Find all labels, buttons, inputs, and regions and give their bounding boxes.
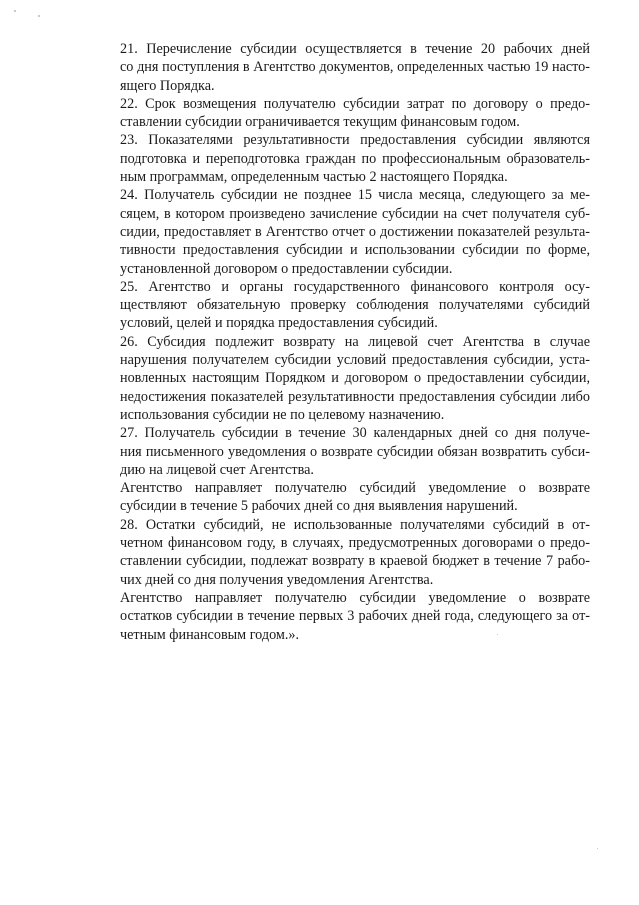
document-body (90, 40, 590, 644)
text-line: 23. Показателями результативности предоставления субсидии являются (120, 132, 590, 149)
text-line: ным программам, определенным частью 2 настоящего Порядка. (120, 169, 508, 186)
text-line: подготовка и переподготовка граждан по профессиональным образователь- (120, 150, 590, 167)
paragraph-21 (90, 40, 590, 95)
text-line: со дня поступления в Агентство документов, определенных частью 19 насто- (120, 59, 590, 76)
text-line: сяцем, в котором произведено зачисление субсидии на счет получателя суб- (120, 205, 590, 222)
text-line: недостижения показателей результативности предоставления субсидии либо (120, 388, 590, 405)
text-line: использования субсидии не по целевому назначению. (120, 406, 445, 423)
text-line: условий, целей и порядка предоставления субсидий. (120, 315, 438, 332)
scan-speck (14, 10, 16, 12)
text-line: ставлении субсидии ограничивается текущим финансовым годом. (120, 114, 520, 131)
text-line: ния письменного уведомления о возврате субсидии обязан возвратить субси- (120, 443, 590, 460)
text-line: ществляют обязательную проверку соблюдения получателями субсидий (120, 297, 590, 314)
text-line: Агентство направляет получателю субсидии уведомление о возврате (120, 589, 590, 606)
text-line: остатков субсидии в течение первых 3 рабочих дней года, следующего за от- (120, 608, 590, 625)
paragraph-28-notice (90, 589, 590, 644)
scan-speck (38, 15, 40, 17)
text-line: Агентство направляет получателю субсидий уведомление о возврате (120, 480, 590, 497)
text-line: 24. Получатель субсидии не позднее 15 числа месяца, следующего за ме- (120, 187, 590, 204)
paragraph-22 (90, 95, 590, 132)
text-line: субсидии в течение 5 рабочих дней со дня выявления нарушений. (120, 498, 518, 515)
text-line: 28. Остатки субсидий, не использованные получателями субсидий в от- (120, 516, 590, 533)
text-line: 25. Агентство и органы государственного финансового контроля осу- (120, 278, 590, 295)
text-line: тивности предоставления субсидии и использовании субсидии по форме, (120, 242, 590, 259)
text-line: сидии, предоставляет в Агентство отчет о достижении показателей результа- (120, 223, 590, 240)
text-line: четном финансовом году, в случаях, предусмотренных договорами о предо- (120, 535, 590, 552)
text-line: новленных настоящим Порядком и договором о предоставлении субсидии, (120, 370, 590, 387)
paragraph-26 (90, 333, 590, 424)
text-line: дию на лицевой счет Агентства. (120, 461, 314, 478)
paragraph-28 (90, 516, 590, 589)
text-line: нарушения получателем субсидии условий предоставления субсидии, уста- (120, 352, 590, 369)
text-line: ящего Порядка. (120, 77, 215, 94)
paragraph-23 (90, 131, 590, 186)
paragraph-27 (90, 424, 590, 479)
text-line: установленной договором о предоставлении субсидии. (120, 260, 453, 277)
text-line: чих дней со дня получения уведомления Агентства. (120, 571, 434, 588)
paragraph-27-notice (90, 479, 590, 516)
text-line: 22. Срок возмещения получателю субсидии затрат по договору о предо- (120, 95, 590, 112)
text-line: ставлении субсидии, подлежат возврату в краевой бюджет в течение 7 рабо- (120, 553, 590, 570)
text-line: 26. Субсидия подлежит возврату на лицевой счет Агентства в случае (120, 333, 590, 350)
scan-speck (597, 848, 598, 849)
text-line: 27. Получатель субсидии в течение 30 календарных дней со дня получе- (120, 425, 590, 442)
paragraph-24 (90, 186, 590, 277)
text-line: четным финансовым годом.». (120, 626, 300, 643)
text-line: 21. Перечисление субсидии осуществляется в течение 20 рабочих дней (120, 41, 590, 57)
paragraph-25 (90, 278, 590, 333)
